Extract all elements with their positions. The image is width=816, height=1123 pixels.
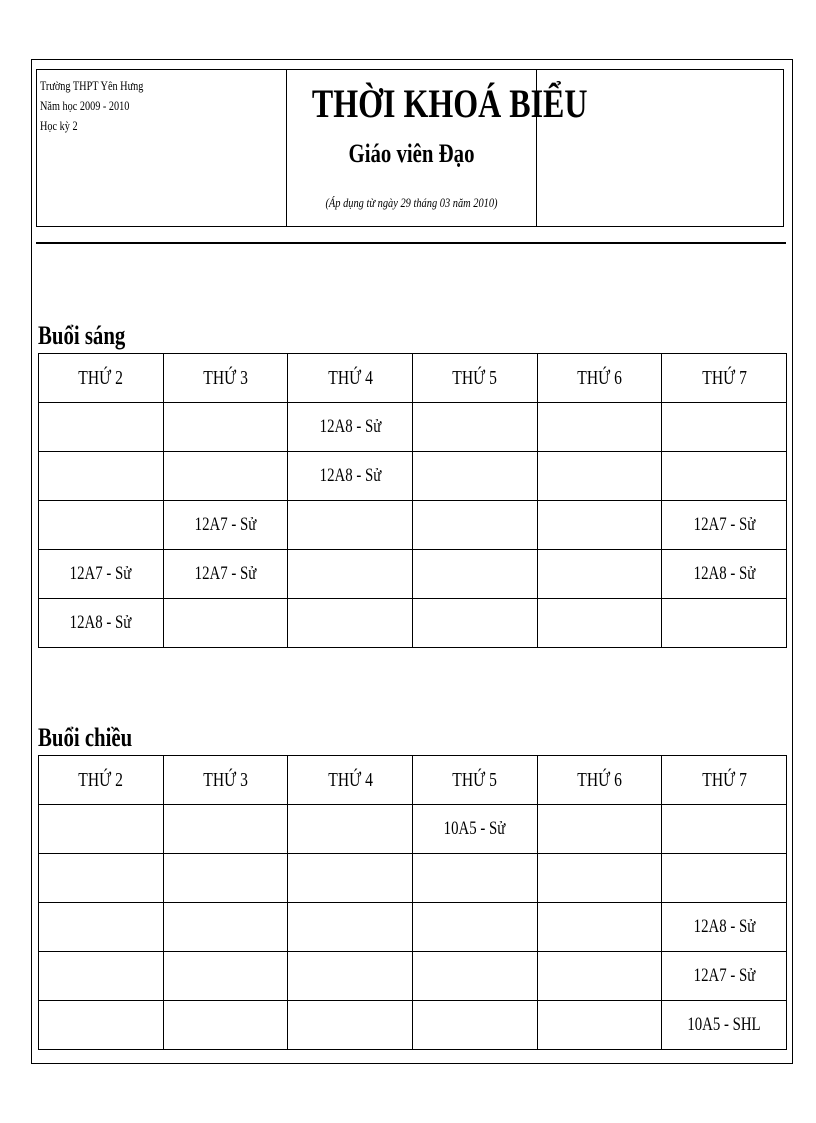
afternoon-period-row: [39, 952, 787, 1001]
timetable-cell: [288, 805, 413, 854]
timetable-cell: [412, 501, 537, 550]
timetable-cell: [163, 903, 288, 952]
horizontal-rule: [36, 242, 786, 244]
timetable-cell: 10A5 - SHL: [662, 1001, 787, 1050]
timetable-cell: [39, 501, 164, 550]
afternoon-day-header: THỨ 7: [662, 756, 787, 805]
afternoon-period-row: [39, 1001, 787, 1050]
timetable-cell: [288, 550, 413, 599]
morning-period-row: [39, 452, 787, 501]
timetable-cell: 12A7 - Sử: [662, 952, 787, 1001]
timetable-cell: [662, 599, 787, 648]
timetable-cell: [39, 903, 164, 952]
morning-header-row: [39, 354, 787, 403]
afternoon-header-row: [39, 756, 787, 805]
timetable-cell: 10A5 - Sử: [412, 805, 537, 854]
school-name: Trường THPT Yên Hưng: [40, 79, 144, 93]
morning-section-title: Buổi sáng: [38, 321, 126, 350]
afternoon-timetable: [38, 755, 787, 1050]
timetable-cell: [662, 403, 787, 452]
timetable-cell: 12A8 - Sử: [39, 599, 164, 648]
afternoon-day-header: THỨ 2: [39, 756, 164, 805]
morning-day-header: THỨ 7: [662, 354, 787, 403]
timetable-cell: [39, 1001, 164, 1050]
timetable-cell: [662, 805, 787, 854]
title-block: [287, 70, 588, 226]
timetable-cell: 12A7 - Sử: [163, 550, 288, 599]
timetable-cell: [537, 403, 662, 452]
semester: Học kỳ 2: [40, 119, 78, 133]
timetable-cell: [537, 599, 662, 648]
morning-day-header: THỨ 4: [288, 354, 413, 403]
apply-date-note: (Áp dụng từ ngày 29 tháng 03 năm 2010): [325, 195, 498, 210]
timetable-cell: [39, 805, 164, 854]
school-info: [37, 70, 287, 226]
timetable-cell: [537, 550, 662, 599]
timetable-cell: 12A8 - Sử: [288, 403, 413, 452]
afternoon-day-header: THỨ 6: [537, 756, 662, 805]
timetable-cell: [537, 1001, 662, 1050]
timetable-cell: [288, 903, 413, 952]
timetable-cell: 12A8 - Sử: [662, 550, 787, 599]
timetable-cell: 12A8 - Sử: [288, 452, 413, 501]
timetable-cell: [163, 452, 288, 501]
morning-timetable: [38, 353, 787, 648]
timetable-cell: [662, 854, 787, 903]
timetable-cell: [412, 452, 537, 501]
timetable-cell: [163, 403, 288, 452]
morning-day-header: THỨ 3: [163, 354, 288, 403]
timetable-cell: [288, 854, 413, 903]
timetable-cell: [163, 952, 288, 1001]
timetable-cell: [537, 952, 662, 1001]
timetable-cell: [288, 501, 413, 550]
timetable-cell: [163, 599, 288, 648]
timetable-cell: [163, 1001, 288, 1050]
timetable-cell: [39, 854, 164, 903]
timetable-cell: 12A8 - Sử: [662, 903, 787, 952]
timetable-cell: [537, 805, 662, 854]
timetable-cell: 12A7 - Sử: [163, 501, 288, 550]
morning-period-row: [39, 501, 787, 550]
timetable-cell: [662, 452, 787, 501]
morning-day-header: THỨ 6: [537, 354, 662, 403]
afternoon-day-header: THỨ 5: [412, 756, 537, 805]
timetable-cell: 12A7 - Sử: [39, 550, 164, 599]
timetable-cell: [39, 403, 164, 452]
morning-period-row: [39, 403, 787, 452]
timetable-cell: 12A7 - Sử: [662, 501, 787, 550]
afternoon-period-row: [39, 854, 787, 903]
afternoon-period-row: [39, 805, 787, 854]
timetable-cell: [537, 854, 662, 903]
afternoon-day-header: THỨ 3: [163, 756, 288, 805]
afternoon-section-title: Buổi chiều: [38, 723, 133, 752]
timetable-cell: [163, 854, 288, 903]
teacher-name: Giáo viên Đạo: [348, 139, 475, 168]
morning-day-header: THỨ 5: [412, 354, 537, 403]
timetable-cell: [163, 805, 288, 854]
header-box: [36, 69, 784, 227]
afternoon-period-row: [39, 903, 787, 952]
morning-period-row: [39, 599, 787, 648]
timetable-cell: [412, 599, 537, 648]
school-year: Năm học 2009 - 2010: [40, 99, 130, 113]
timetable-cell: [537, 452, 662, 501]
timetable-cell: [288, 599, 413, 648]
morning-period-row: [39, 550, 787, 599]
timetable-cell: [412, 1001, 537, 1050]
timetable-cell: [537, 903, 662, 952]
document-title: THỜI KHOÁ BIỂU: [311, 81, 588, 126]
timetable-cell: [412, 952, 537, 1001]
timetable-cell: [412, 903, 537, 952]
timetable-cell: [39, 952, 164, 1001]
afternoon-day-header: THỨ 4: [288, 756, 413, 805]
timetable-cell: [537, 501, 662, 550]
timetable-cell: [288, 1001, 413, 1050]
timetable-cell: [288, 952, 413, 1001]
timetable-cell: [412, 550, 537, 599]
timetable-cell: [39, 452, 164, 501]
timetable-cell: [412, 854, 537, 903]
morning-day-header: THỨ 2: [39, 354, 164, 403]
timetable-cell: [412, 403, 537, 452]
